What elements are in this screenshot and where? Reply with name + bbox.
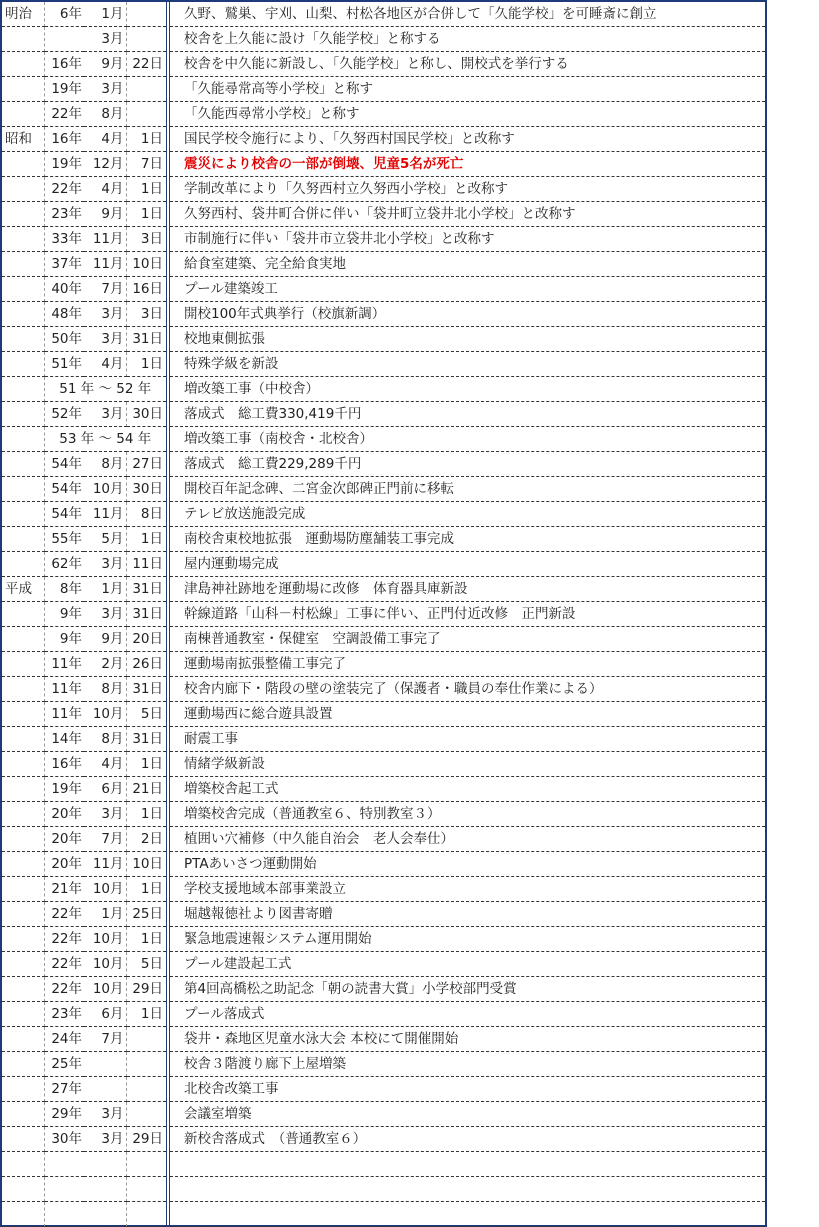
event-cell: 国民学校令施行により、「久努西村国民学校」と改称す	[168, 127, 765, 152]
table-row	[2, 2, 765, 27]
year-cell: 11年	[44, 677, 84, 702]
event-cell: 落成式 総工費229,289千円	[168, 452, 765, 477]
day-cell	[126, 102, 168, 127]
day-cell: 22日	[126, 52, 168, 77]
day-cell: 25日	[126, 902, 168, 927]
day-cell	[126, 1027, 168, 1052]
day-cell: 3日	[126, 227, 168, 252]
history-rows	[2, 2, 765, 1227]
table-row	[2, 952, 765, 977]
year-cell: 19年	[44, 152, 84, 177]
month-cell: 3月	[84, 77, 126, 102]
day-cell: 29日	[126, 1127, 168, 1152]
era-cell	[2, 52, 44, 77]
event-cell: 耐震工事	[168, 727, 765, 752]
table-row	[2, 927, 765, 952]
day-cell: 16日	[126, 277, 168, 302]
table-row	[2, 452, 765, 477]
year-cell: 22年	[44, 102, 84, 127]
era-cell	[2, 27, 44, 52]
era-cell	[2, 152, 44, 177]
event-cell: テレビ放送施設完成	[168, 502, 765, 527]
year-cell: 16年	[44, 752, 84, 777]
era-cell	[2, 377, 44, 402]
era-cell	[2, 902, 44, 927]
event-cell: 北校舎改築工事	[168, 1077, 765, 1102]
era-cell	[2, 702, 44, 727]
day-cell	[126, 1077, 168, 1102]
year-cell	[44, 27, 84, 52]
era-cell	[2, 677, 44, 702]
table-row	[2, 1177, 765, 1202]
month-cell: 9月	[84, 52, 126, 77]
era-cell	[2, 802, 44, 827]
day-cell: 31日	[126, 327, 168, 352]
era-cell	[2, 727, 44, 752]
year-cell: 62年	[44, 552, 84, 577]
year-cell: 22年	[44, 177, 84, 202]
event-cell: 第4回高橋松之助記念「朝の読書大賞」小学校部門受賞	[168, 977, 765, 1002]
day-cell: 29日	[126, 977, 168, 1002]
event-cell: 開校100年式典挙行（校旗新調）	[168, 302, 765, 327]
table-row	[2, 752, 765, 777]
table-row	[2, 227, 765, 252]
month-cell: 3月	[84, 1127, 126, 1152]
day-cell: 10日	[126, 852, 168, 877]
table-row	[2, 52, 765, 77]
month-cell: 4月	[84, 127, 126, 152]
month-cell: 3月	[84, 1102, 126, 1127]
year-cell: 22年	[44, 952, 84, 977]
era-cell	[2, 352, 44, 377]
table-row	[2, 302, 765, 327]
era-cell	[2, 927, 44, 952]
year-range-cell: 51 年 ～ 52 年	[44, 377, 168, 402]
month-cell: 10月	[84, 927, 126, 952]
table-row	[2, 277, 765, 302]
year-cell: 30年	[44, 1127, 84, 1152]
year-cell: 23年	[44, 1002, 84, 1027]
year-cell: 22年	[44, 977, 84, 1002]
day-cell: 30日	[126, 477, 168, 502]
day-cell: 3日	[126, 302, 168, 327]
month-cell: 4月	[84, 177, 126, 202]
table-row	[2, 177, 765, 202]
year-cell: 16年	[44, 52, 84, 77]
table-row	[2, 1077, 765, 1102]
day-cell: 31日	[126, 677, 168, 702]
era-cell	[2, 302, 44, 327]
day-cell	[126, 1152, 168, 1177]
event-cell: 学校支援地域本部事業設立	[168, 877, 765, 902]
event-cell: 市制施行に伴い「袋井市立袋井北小学校」と改称す	[168, 227, 765, 252]
era-cell	[2, 652, 44, 677]
table-row	[2, 427, 765, 452]
event-cell: プール建設起工式	[168, 952, 765, 977]
day-cell: 26日	[126, 652, 168, 677]
table-row	[2, 1102, 765, 1127]
day-cell	[126, 2, 168, 27]
table-row	[2, 127, 765, 152]
event-cell: 津島神社跡地を運動場に改修 体育器具庫新設	[168, 577, 765, 602]
day-cell: 1日	[126, 927, 168, 952]
month-cell: 1月	[84, 2, 126, 27]
table-row	[2, 602, 765, 627]
event-cell: 緊急地震速報システム運用開始	[168, 927, 765, 952]
era-cell	[2, 1027, 44, 1052]
year-cell: 20年	[44, 827, 84, 852]
day-cell: 5日	[126, 952, 168, 977]
era-cell	[2, 952, 44, 977]
table-row	[2, 252, 765, 277]
era-cell	[2, 1002, 44, 1027]
table-row	[2, 377, 765, 402]
month-cell: 11月	[84, 502, 126, 527]
event-cell: 校舎内廊下・階段の壁の塗装完了（保護者・職員の奉仕作業による）	[168, 677, 765, 702]
event-cell: 情緒学級新設	[168, 752, 765, 777]
era-cell: 平成	[2, 577, 44, 602]
event-cell: 校地東側拡張	[168, 327, 765, 352]
table-row	[2, 652, 765, 677]
era-cell: 明治	[2, 2, 44, 27]
era-cell	[2, 627, 44, 652]
event-cell: 校舎３階渡り廊下上屋増築	[168, 1052, 765, 1077]
day-cell: 1日	[126, 177, 168, 202]
year-cell: 50年	[44, 327, 84, 352]
month-cell: 3月	[84, 602, 126, 627]
era-cell	[2, 1052, 44, 1077]
year-cell: 40年	[44, 277, 84, 302]
month-cell	[84, 1177, 126, 1202]
year-cell	[44, 1152, 84, 1177]
year-cell: 37年	[44, 252, 84, 277]
table-row	[2, 152, 765, 177]
event-cell: 植囲い穴補修（中久能自治会 老人会奉仕）	[168, 827, 765, 852]
era-cell	[2, 527, 44, 552]
era-cell	[2, 852, 44, 877]
event-cell: 久野、鷲巣、宇刈、山梨、村松各地区が合併して「久能学校」を可睡斎に創立	[168, 2, 765, 27]
table-row	[2, 877, 765, 902]
month-cell: 9月	[84, 202, 126, 227]
era-cell	[2, 102, 44, 127]
day-cell	[126, 77, 168, 102]
era-cell	[2, 1177, 44, 1202]
month-cell: 11月	[84, 252, 126, 277]
day-cell: 5日	[126, 702, 168, 727]
year-cell: 29年	[44, 1102, 84, 1127]
year-cell: 11年	[44, 702, 84, 727]
month-cell: 11月	[84, 852, 126, 877]
event-cell: 南校舎東校地拡張 運動場防塵舗装工事完成	[168, 527, 765, 552]
year-cell: 23年	[44, 202, 84, 227]
table-row	[2, 1052, 765, 1077]
day-cell: 1日	[126, 527, 168, 552]
era-cell	[2, 277, 44, 302]
event-cell: 久努西村、袋井町合併に伴い「袋井町立袋井北小学校」と改称す	[168, 202, 765, 227]
table-row	[2, 1152, 765, 1177]
table-row	[2, 827, 765, 852]
year-cell: 9年	[44, 627, 84, 652]
era-cell	[2, 1102, 44, 1127]
day-cell: 11日	[126, 552, 168, 577]
day-cell: 27日	[126, 452, 168, 477]
table-row	[2, 477, 765, 502]
table-row	[2, 1002, 765, 1027]
table-row	[2, 627, 765, 652]
event-cell: 給食室建築、完全給食実地	[168, 252, 765, 277]
table-row	[2, 552, 765, 577]
month-cell: 10月	[84, 877, 126, 902]
month-cell: 10月	[84, 702, 126, 727]
event-cell: 堀越報徳社より図書寄贈	[168, 902, 765, 927]
month-cell	[84, 1052, 126, 1077]
month-cell: 3月	[84, 302, 126, 327]
month-cell: 12月	[84, 152, 126, 177]
month-cell: 6月	[84, 777, 126, 802]
table-row	[2, 402, 765, 427]
year-cell: 33年	[44, 227, 84, 252]
month-cell: 1月	[84, 902, 126, 927]
year-cell: 25年	[44, 1052, 84, 1077]
month-cell	[84, 1152, 126, 1177]
table-row	[2, 1202, 765, 1227]
event-cell: 「久能尋常高等小学校」と称す	[168, 77, 765, 102]
month-cell: 3月	[84, 802, 126, 827]
era-cell	[2, 752, 44, 777]
era-cell	[2, 452, 44, 477]
event-cell: 落成式 総工費330,419千円	[168, 402, 765, 427]
era-cell	[2, 877, 44, 902]
year-cell: 8年	[44, 577, 84, 602]
table-row	[2, 327, 765, 352]
month-cell: 3月	[84, 327, 126, 352]
day-cell: 7日	[126, 152, 168, 177]
era-cell	[2, 1152, 44, 1177]
day-cell: 1日	[126, 202, 168, 227]
event-cell: 増築校舎完成（普通教室６、特別教室３）	[168, 802, 765, 827]
year-cell: 14年	[44, 727, 84, 752]
year-cell: 51年	[44, 352, 84, 377]
event-cell: プール建築竣工	[168, 277, 765, 302]
day-cell: 1日	[126, 802, 168, 827]
day-cell: 20日	[126, 627, 168, 652]
month-cell: 7月	[84, 1027, 126, 1052]
day-cell: 30日	[126, 402, 168, 427]
table-row	[2, 502, 765, 527]
era-cell	[2, 1202, 44, 1227]
day-cell: 1日	[126, 1002, 168, 1027]
era-cell	[2, 827, 44, 852]
table-row	[2, 802, 765, 827]
day-cell: 31日	[126, 727, 168, 752]
year-cell: 48年	[44, 302, 84, 327]
table-row	[2, 352, 765, 377]
era-cell	[2, 227, 44, 252]
year-cell	[44, 1202, 84, 1227]
day-cell: 21日	[126, 777, 168, 802]
year-cell: 16年	[44, 127, 84, 152]
day-cell: 2日	[126, 827, 168, 852]
era-cell	[2, 502, 44, 527]
day-cell: 10日	[126, 252, 168, 277]
table-row	[2, 777, 765, 802]
month-cell: 5月	[84, 527, 126, 552]
event-cell: 南棟普通教室・保健室 空調設備工事完了	[168, 627, 765, 652]
era-cell	[2, 77, 44, 102]
month-cell: 10月	[84, 977, 126, 1002]
month-cell: 8月	[84, 677, 126, 702]
era-cell	[2, 552, 44, 577]
era-cell	[2, 777, 44, 802]
month-cell: 10月	[84, 952, 126, 977]
day-cell: 8日	[126, 502, 168, 527]
year-cell: 6年	[44, 2, 84, 27]
year-cell: 11年	[44, 652, 84, 677]
event-cell: 校舎を中久能に新設し、「久能学校」と称し、開校式を挙行する	[168, 52, 765, 77]
month-cell: 3月	[84, 27, 126, 52]
day-cell	[126, 27, 168, 52]
table-row	[2, 527, 765, 552]
year-cell: 19年	[44, 777, 84, 802]
table-row	[2, 1127, 765, 1152]
event-cell: 増改築工事（中校舎）	[168, 377, 765, 402]
era-cell	[2, 602, 44, 627]
month-cell: 8月	[84, 452, 126, 477]
era-cell	[2, 477, 44, 502]
year-cell: 20年	[44, 802, 84, 827]
table-row	[2, 27, 765, 52]
event-cell: 増築校舎起工式	[168, 777, 765, 802]
month-cell: 8月	[84, 102, 126, 127]
year-cell	[44, 1177, 84, 1202]
era-cell	[2, 1127, 44, 1152]
year-cell: 54年	[44, 452, 84, 477]
event-cell: プール落成式	[168, 1002, 765, 1027]
event-cell	[168, 1152, 765, 1177]
month-cell: 4月	[84, 752, 126, 777]
month-cell: 3月	[84, 402, 126, 427]
table-row	[2, 202, 765, 227]
year-cell: 9年	[44, 602, 84, 627]
day-cell: 1日	[126, 352, 168, 377]
table-row	[2, 102, 765, 127]
day-cell	[126, 1052, 168, 1077]
day-cell: 1日	[126, 127, 168, 152]
year-cell: 19年	[44, 77, 84, 102]
table-row	[2, 852, 765, 877]
event-cell: 開校百年記念碑、二宮金次郎碑正門前に移転	[168, 477, 765, 502]
table-row	[2, 977, 765, 1002]
year-range-cell: 53 年 ～ 54 年	[44, 427, 168, 452]
event-cell: 「久能西尋常小学校」と称す	[168, 102, 765, 127]
era-cell	[2, 202, 44, 227]
era-cell	[2, 977, 44, 1002]
day-cell	[126, 1202, 168, 1227]
year-cell: 54年	[44, 502, 84, 527]
event-cell: PTAあいさつ運動開始	[168, 852, 765, 877]
event-cell: 増改築工事（南校舎・北校舎）	[168, 427, 765, 452]
year-cell: 55年	[44, 527, 84, 552]
event-cell: 幹線道路「山科－村松線」工事に伴い、正門付近改修 正門新設	[168, 602, 765, 627]
event-cell	[168, 1202, 765, 1227]
month-cell: 9月	[84, 627, 126, 652]
event-cell: 会議室増築	[168, 1102, 765, 1127]
event-cell: 特殊学級を新設	[168, 352, 765, 377]
event-cell: 袋井・森地区児童水泳大会 本校にて開催開始	[168, 1027, 765, 1052]
day-cell	[126, 1177, 168, 1202]
event-cell: 震災により校舎の一部が倒壊、児童5名が死亡	[168, 152, 765, 177]
table-row	[2, 77, 765, 102]
event-cell: 運動場南拡張整備工事完了	[168, 652, 765, 677]
year-cell: 22年	[44, 902, 84, 927]
month-cell: 7月	[84, 277, 126, 302]
table-row	[2, 902, 765, 927]
month-cell: 8月	[84, 727, 126, 752]
year-cell: 52年	[44, 402, 84, 427]
table-row	[2, 1027, 765, 1052]
month-cell	[84, 1202, 126, 1227]
event-cell: 学制改革により「久努西村立久努西小学校」と改称す	[168, 177, 765, 202]
day-cell	[126, 1102, 168, 1127]
event-cell: 校舎を上久能に設け「久能学校」と称する	[168, 27, 765, 52]
event-cell: 屋内運動場完成	[168, 552, 765, 577]
month-cell: 1月	[84, 577, 126, 602]
era-cell	[2, 1077, 44, 1102]
table-row	[2, 677, 765, 702]
day-cell: 31日	[126, 577, 168, 602]
year-cell: 21年	[44, 877, 84, 902]
era-cell	[2, 252, 44, 277]
era-cell	[2, 177, 44, 202]
table-row	[2, 702, 765, 727]
year-cell: 20年	[44, 852, 84, 877]
year-cell: 24年	[44, 1027, 84, 1052]
year-cell: 22年	[44, 927, 84, 952]
month-cell: 4月	[84, 352, 126, 377]
month-cell: 6月	[84, 1002, 126, 1027]
month-cell: 11月	[84, 227, 126, 252]
table-row	[2, 727, 765, 752]
month-cell: 3月	[84, 552, 126, 577]
month-cell: 2月	[84, 652, 126, 677]
event-cell: 運動場西に総合遊具設置	[168, 702, 765, 727]
year-cell: 54年	[44, 477, 84, 502]
era-cell	[2, 327, 44, 352]
event-cell: 新校舎落成式 （普通教室６）	[168, 1127, 765, 1152]
day-cell: 31日	[126, 602, 168, 627]
year-cell: 27年	[44, 1077, 84, 1102]
school-history-table	[2, 2, 765, 1227]
event-cell	[168, 1177, 765, 1202]
month-cell	[84, 1077, 126, 1102]
era-cell: 昭和	[2, 127, 44, 152]
era-cell	[2, 427, 44, 452]
era-cell	[2, 402, 44, 427]
table-row	[2, 577, 765, 602]
month-cell: 10月	[84, 477, 126, 502]
day-cell: 1日	[126, 752, 168, 777]
month-cell: 7月	[84, 827, 126, 852]
day-cell: 1日	[126, 877, 168, 902]
